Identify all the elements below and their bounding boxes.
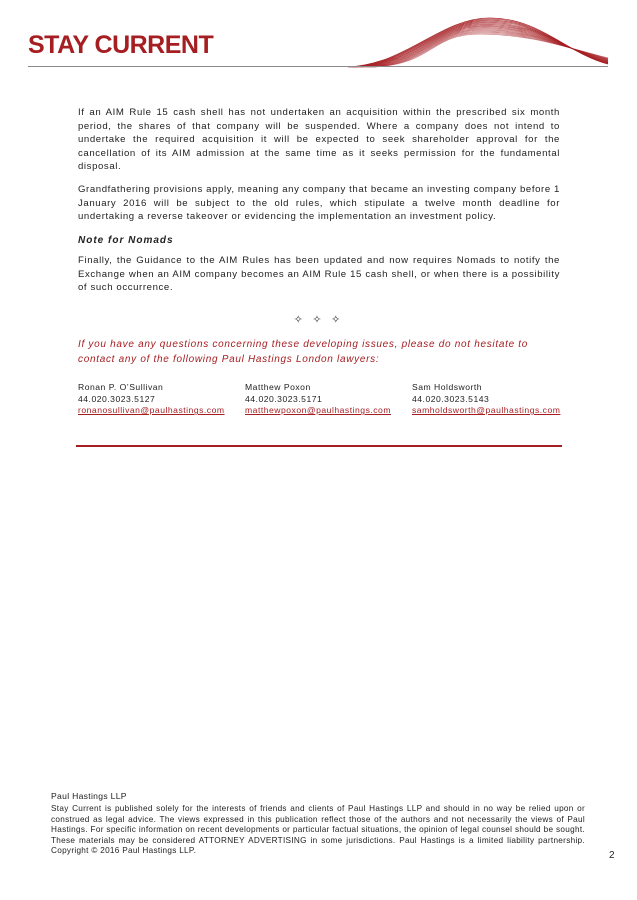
contact-email-link[interactable]: matthewpoxon@paulhastings.com bbox=[245, 405, 391, 416]
paragraph-cash-shell: If an AIM Rule 15 cash shell has not undertaken an acquisition within the prescribed six month period, the shares of that company will be suspended. Where a company does not intend to undertake the required acquisition it will be expected to seek shareholder approval for the cancellation of its AIM admission at the same time as it seeks permission for the fundamental disposal. bbox=[78, 107, 560, 173]
contact-name: Matthew Poxon bbox=[245, 382, 311, 392]
contact-card bbox=[78, 382, 225, 417]
footer-disclaimer: Stay Current is published solely for the interests of friends and clients of Paul Hastings LLP and should in no way be relied upon or construed as legal advice. The views expressed in this publication reflect those of the authors and not necessarily the views of Paul Hastings. For specific information on recent developments or particular factual situations, the opinion of legal counsel should be sought. These materials may be considered ATTORNEY ADVERTISING in some jurisdictions. Paul Hastings is a limited liability partnership. Copyright © 2016 Paul Hastings LLP. bbox=[51, 804, 585, 856]
contact-phone: 44.020.3023.5143 bbox=[412, 393, 490, 404]
contact-name: Sam Holdsworth bbox=[412, 382, 483, 392]
contact-phone: 44.020.3023.5127 bbox=[78, 393, 156, 404]
paragraph-nomads-guidance: Finally, the Guidance to the AIM Rules has been updated and now requires Nomads to notify the Exchange when an AIM company becomes an AIM Rule 15 cash shell, or when there is a possibility of such occurrence. bbox=[78, 255, 560, 294]
contact-invitation: If you have any questions concerning these developing issues, please do not hesitate to contact any of the following Paul Hastings London lawyers: bbox=[78, 339, 529, 365]
header-divider bbox=[28, 66, 608, 67]
contact-card bbox=[245, 382, 391, 417]
newsletter-title: STAY CURRENT bbox=[28, 31, 214, 59]
contact-card bbox=[412, 382, 560, 417]
decorative-wave-lines bbox=[340, 14, 610, 70]
contact-email-link[interactable]: ronanosullivan@paulhastings.com bbox=[78, 405, 225, 416]
contact-name: Ronan P. O’Sullivan bbox=[78, 382, 164, 392]
content-end-divider bbox=[76, 445, 562, 447]
paragraph-grandfathering: Grandfathering provisions apply, meaning any company that became an investing company before 1 January 2016 will be subject to the old rules, which stipulate a twelve month deadline for undertaking a reverse takeover or evidencing the implementation an investment policy. bbox=[78, 184, 560, 223]
contact-email-link[interactable]: samholdsworth@paulhastings.com bbox=[412, 405, 561, 416]
page-number: 2 bbox=[609, 850, 615, 861]
section-heading-note-for-nomads: Note for Nomads bbox=[78, 235, 174, 246]
contact-phone: 44.020.3023.5171 bbox=[245, 393, 323, 404]
section-divider-marks: ✧ ✧ ✧ bbox=[293, 313, 344, 326]
footer-firm-name: Paul Hastings LLP bbox=[51, 791, 127, 801]
